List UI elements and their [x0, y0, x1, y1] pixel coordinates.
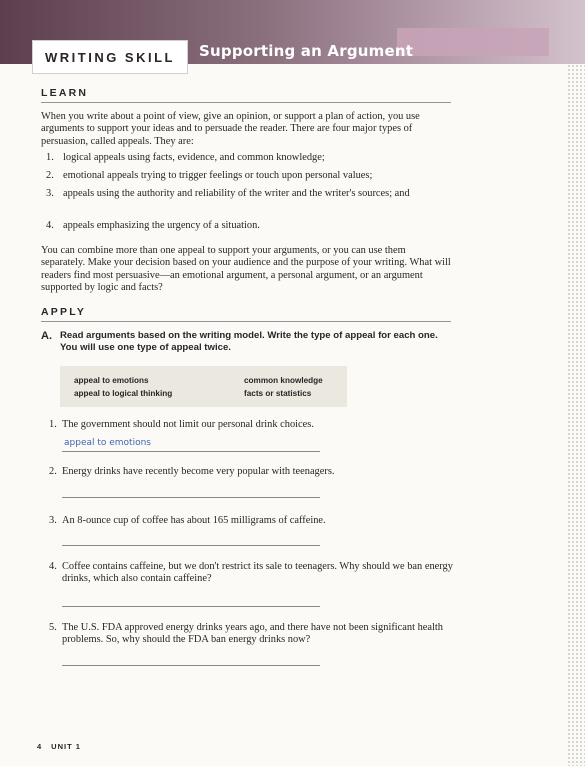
answer-line-3[interactable] — [62, 545, 320, 546]
word-box-item: common knowledge — [244, 376, 323, 385]
writing-skill-label: WRITING SKILL — [45, 49, 175, 65]
learn-closing: You can combine more than one appeal to support your arguments, or you can use them separately. Make your decision based on your audience and the purpose of your writing. What will readers find most persuasive—an emotional argument, a personal argument, or an argument supported by logic and facts? — [41, 245, 451, 293]
header-accent-block — [397, 28, 549, 56]
answer-line-1[interactable] — [62, 451, 320, 452]
word-box-item: appeal to emotions — [74, 376, 149, 385]
exercise-letter: A. — [41, 330, 52, 342]
page-footer — [37, 742, 90, 751]
word-box-item: appeal to logical thinking — [74, 389, 173, 398]
answer-line-5[interactable] — [62, 665, 320, 666]
page-number: 4 — [37, 742, 43, 751]
answer-line-2[interactable] — [62, 497, 320, 498]
decorative-dot-strip — [567, 64, 585, 766]
writing-skill-tab — [32, 40, 188, 74]
apply-heading: APPLY — [41, 306, 451, 322]
answer-1[interactable]: appeal to emotions — [64, 438, 151, 448]
word-box-item: facts or statistics — [244, 389, 312, 398]
word-box — [60, 366, 347, 407]
learn-heading: LEARN — [41, 87, 451, 103]
answer-line-4[interactable] — [62, 606, 320, 607]
unit-label: UNIT 1 — [51, 742, 81, 751]
learn-intro: When you write about a point of view, give an opinion, or support a plan of action, you use arguments to support your ideas and to persuade the reader. There are four major types of persuasion, called appeals. They are: — [41, 111, 420, 147]
page-title: Supporting an Argument — [199, 42, 414, 60]
